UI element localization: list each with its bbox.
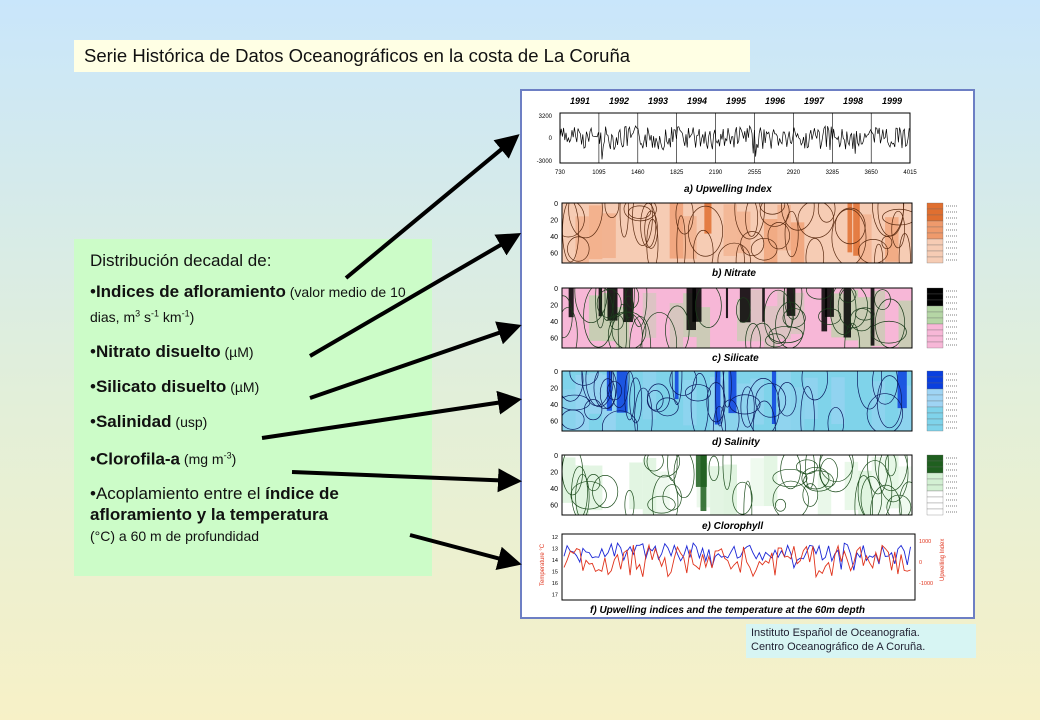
temperature-tick: 12 <box>551 535 558 541</box>
nitrate-depth-tick: 0 <box>554 201 558 208</box>
caption-d: d) Salinity <box>712 437 760 448</box>
arrow-chlorophyll <box>292 472 516 481</box>
nitrate-depth-tick: 20 <box>550 217 558 225</box>
silicate-depth-tick: 60 <box>550 335 558 343</box>
upwelling-ytick-top: 3200 <box>538 114 552 120</box>
day-tick-label: 2190 <box>708 170 723 176</box>
year-label: 1994 <box>687 96 708 106</box>
year-label: 1992 <box>609 96 630 106</box>
year-label: 1996 <box>765 96 786 106</box>
temperature-tick: 17 <box>551 592 558 599</box>
caption-c: c) Silicate <box>712 353 759 364</box>
upwelling-tick: 0 <box>919 560 923 566</box>
credit-line-1: Instituto Español de Oceanografia. <box>751 627 920 639</box>
day-tick-label: 3285 <box>825 170 839 176</box>
chlorophyll-depth-tick: 0 <box>554 453 558 460</box>
page-title: Serie Histórica de Datos Oceanográficos en la costa de La Coruña <box>74 40 750 72</box>
list-item-silicate: •Silicato disuelto (µM) <box>90 376 260 396</box>
caption-f: f) Upwelling indices and the temperature at the 60m depth <box>590 605 866 616</box>
year-label: 1998 <box>843 96 864 106</box>
list-item-chlorophyll: •Clorofila-a (mg $m^{-3}$) <box>90 449 237 469</box>
nitrate-depth-tick: 60 <box>550 250 558 258</box>
year-label: 1997 <box>804 96 825 106</box>
day-tick-label: 1825 <box>670 170 684 176</box>
upwelling-ytick-zero: 0 <box>548 136 552 142</box>
list-item-salinity: •Salinidad (usp) <box>90 411 208 431</box>
day-tick-label: 2555 <box>747 170 762 176</box>
chlorophyll-depth-tick: 40 <box>550 486 558 493</box>
arrow-upwelling <box>346 138 515 278</box>
salinity-depth-tick: 0 <box>554 369 558 376</box>
year-label: 1991 <box>570 96 591 106</box>
year-label: 1993 <box>648 96 669 106</box>
caption-b: b) Nitrate <box>712 268 756 279</box>
chlorophyll-depth-tick: 20 <box>550 469 558 477</box>
day-tick-label: 1095 <box>592 170 606 176</box>
chlorophyll-depth-tick: 60 <box>550 502 558 510</box>
salinity-depth-tick: 60 <box>550 418 558 426</box>
upwelling-tick: -1000 <box>919 581 934 587</box>
arrow-coupling <box>410 535 516 563</box>
panel-heading: Distribución decadal de: <box>90 251 272 270</box>
nitrate-depth-tick: 40 <box>550 234 558 241</box>
upwelling-ytick-bottom: -3000 <box>536 159 552 165</box>
caption-e: e) Clorophyll <box>702 521 764 532</box>
day-tick-label: 730 <box>554 170 566 176</box>
temperature-tick: 13 <box>551 546 558 553</box>
upwelling-tick: 1000 <box>919 539 932 545</box>
list-item-coupling: •Acoplamiento entre el índice de afloramiento y la temperatura (°C) a 60 m de profundidad <box>90 484 339 545</box>
arrow-salinity <box>262 400 516 438</box>
upwelling-axis-label: Upwelling Index <box>940 538 946 581</box>
silicate-depth-tick: 0 <box>554 286 558 293</box>
temperature-tick: 14 <box>551 558 558 564</box>
caption-a: a) Upwelling Index <box>684 184 772 195</box>
day-tick-label: 1460 <box>631 170 645 176</box>
temperature-tick: 16 <box>551 581 558 587</box>
temperature-tick: 15 <box>551 569 558 576</box>
credit-line-2: Centro Oceanográfico de A Coruña. <box>751 641 926 653</box>
list-item-upwelling: •Indices de afloramiento (valor medio de 10 dias, $m^3$ $s^{-1}$ $km^{-1}$) <box>90 282 406 325</box>
silicate-depth-tick: 40 <box>550 319 558 326</box>
year-label: 1995 <box>726 96 747 106</box>
day-tick-label: 4015 <box>903 170 917 176</box>
salinity-depth-tick: 20 <box>550 385 558 393</box>
temperature-axis-label: Temperature °C <box>540 543 546 586</box>
list-item-nitrate: •Nitrato disuelto (µM) <box>90 341 254 361</box>
salinity-depth-tick: 40 <box>550 402 558 409</box>
silicate-depth-tick: 20 <box>550 302 558 310</box>
day-tick-label: 2920 <box>786 170 801 176</box>
year-label: 1999 <box>882 96 903 106</box>
day-tick-label: 3650 <box>864 170 878 176</box>
